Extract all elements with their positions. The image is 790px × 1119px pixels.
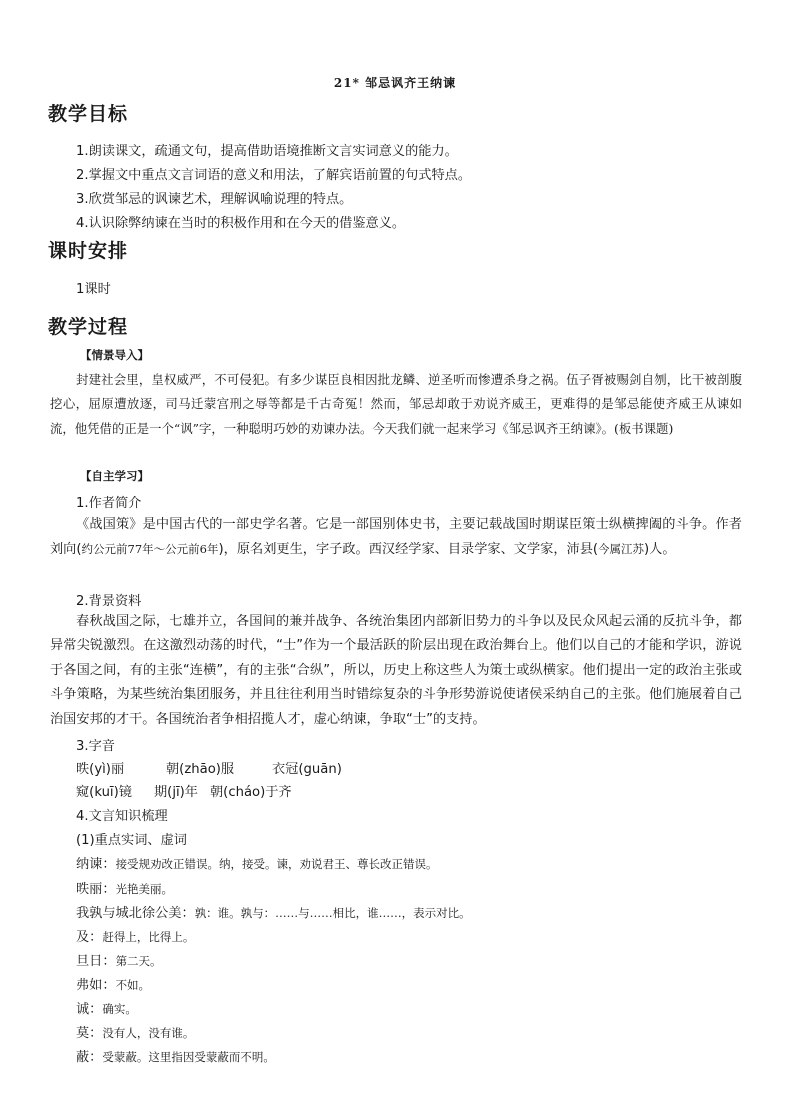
- pronunciation-item: 昳(yì)丽: [76, 762, 125, 777]
- glossary-entry: [76, 853, 438, 872]
- pronunciation-item: 衣冠(guān): [272, 762, 342, 777]
- glossary-entry: [76, 878, 173, 897]
- self-study-tag: 【自主学习】: [80, 469, 149, 483]
- glossary-entry: [76, 1022, 194, 1041]
- knowledge-subheading: (1)重点实词、虚词: [76, 833, 187, 848]
- pronunciation-item: 期(jī)年: [154, 785, 198, 800]
- glossary-definition: 第二天。: [115, 954, 162, 968]
- glossary-definition: 受蒙蔽。这里指因受蒙蔽而不明。: [102, 1050, 275, 1064]
- glossary-definition: 光艳美丽。: [115, 882, 174, 896]
- glossary-term: 莫：: [76, 1026, 103, 1041]
- schedule-text: 1课时: [76, 282, 111, 297]
- section-heading-goals: 教学目标: [48, 103, 129, 125]
- knowledge-heading: 4.文言知识梳理: [76, 809, 168, 824]
- glossary-entry: [76, 926, 194, 945]
- pronunciation-row: [76, 781, 292, 800]
- pronunciation-heading: 3.字音: [76, 739, 115, 754]
- author-text-1: 《战国策》是中国古代的一部史学名著。它是一部国别体史书，主要记载战国时期谋臣策士纵横捭阖的斗争。作者刘向(: [50, 517, 742, 558]
- background-heading: 2.背景资料: [76, 594, 142, 609]
- intro-tag: 【情景导入】: [80, 348, 149, 362]
- glossary-term: 昳丽：: [76, 882, 116, 897]
- author-text-3: )人。: [644, 542, 676, 558]
- glossary-definition: 孰：谁。孰与：……与……相比，谁……，表示对比。: [194, 906, 471, 920]
- pronunciation-item: 朝(zhāo)服: [166, 762, 235, 777]
- glossary-term: 及：: [76, 930, 103, 945]
- goal-item: 4.认识除弊纳谏在当时的积极作用和在今天的借鉴意义。: [76, 216, 406, 231]
- goal-item: 3.欣赏邹忌的讽谏艺术，理解讽喻说理的特点。: [76, 192, 353, 207]
- goal-item: 2.掌握文中重点文言词语的意义和用法，了解宾语前置的句式特点。: [76, 168, 472, 183]
- glossary-entry: [76, 974, 150, 993]
- glossary-definition: 接受规劝改正错误。纳，接受。谏，劝说君王、尊长改正错误。: [115, 857, 438, 871]
- author-paragraph: [50, 513, 742, 563]
- section-heading-schedule: 课时安排: [48, 240, 129, 262]
- glossary-definition: 没有人，没有谁。: [102, 1026, 195, 1040]
- glossary-definition: 赶得上，比得上。: [102, 930, 195, 944]
- glossary-term: 蔽：: [76, 1050, 103, 1065]
- glossary-definition: 确实。: [102, 1002, 137, 1016]
- pronunciation-item: 窥(kuī)镜: [76, 785, 132, 800]
- background-paragraph: 春秋战国之际，七雄并立，各国间的兼并战争、各统治集团内部新旧势力的斗争以及民众风起云涌的反抗斗争，都异常尖锐激烈。在这激烈动荡的时代，“士”作为一个最活跃的阶层出现在政治舞台上。他们以自己的才能和学识，游说于各国之间，有的主张“连横”，有的主张“合纵”，所以，历史上称这些人为策士或纵横家。他们提出一定的政治主张或斗争策略，为某些统治集团服务，并且往往利用当时错综复杂的斗争形势游说使诸侯采纳自己的主张。他们施展着自己治国安邦的才干。各国统治者争相招揽人才，虚心纳谏，争取“士”的支持。: [50, 614, 742, 727]
- pronunciation-item: 朝(cháo)于齐: [210, 785, 292, 800]
- glossary-term: 旦日：: [76, 954, 116, 969]
- glossary-entry: [76, 1046, 275, 1065]
- glossary-entry: [76, 902, 471, 921]
- author-text-2: )，原名刘更生，字子政。西汉经学家、目录学家、文学家，沛县(: [218, 542, 599, 558]
- intro-paragraph: 封建社会里，皇权威严，不可侵犯。有多少谋臣良相因批龙鳞、逆圣听而惨遭杀身之祸。伍子胥被赐剑自刎，比干被剖腹挖心，屈原遭放逐，司马迁蒙宫刑之辱等都是千古奇冤！然而，邹忌却敢于劝说齐威王，更难得的是邹忌能使齐威王从谏如流，他凭借的正是一个“讽”字，一种聪明巧妙的劝谏办法。今天我们就一起来学习《邹忌讽齐王纳谏》。(板书课题): [50, 372, 742, 436]
- goal-item: 1.朗读课文，疏通文句，提高借助语境推断文言实词意义的能力。: [76, 144, 458, 159]
- glossary-definition: 不如。: [115, 978, 151, 992]
- glossary-entry: [76, 950, 162, 969]
- glossary-term: 诚：: [76, 1002, 103, 1017]
- author-region: 今属江苏: [598, 542, 645, 557]
- glossary-term: 纳谏：: [76, 857, 116, 872]
- author-dates: 约公元前77年～公元前6年: [81, 542, 219, 557]
- glossary-term: 我孰与城北徐公美：: [76, 906, 195, 921]
- glossary-term: 弗如：: [76, 978, 116, 993]
- lesson-title: 21* 邹忌讽齐王纳谏: [333, 76, 457, 90]
- section-heading-process: 教学过程: [48, 316, 129, 338]
- pronunciation-row: [76, 758, 342, 777]
- author-heading: 1.作者简介: [76, 496, 142, 511]
- glossary-entry: [76, 998, 137, 1017]
